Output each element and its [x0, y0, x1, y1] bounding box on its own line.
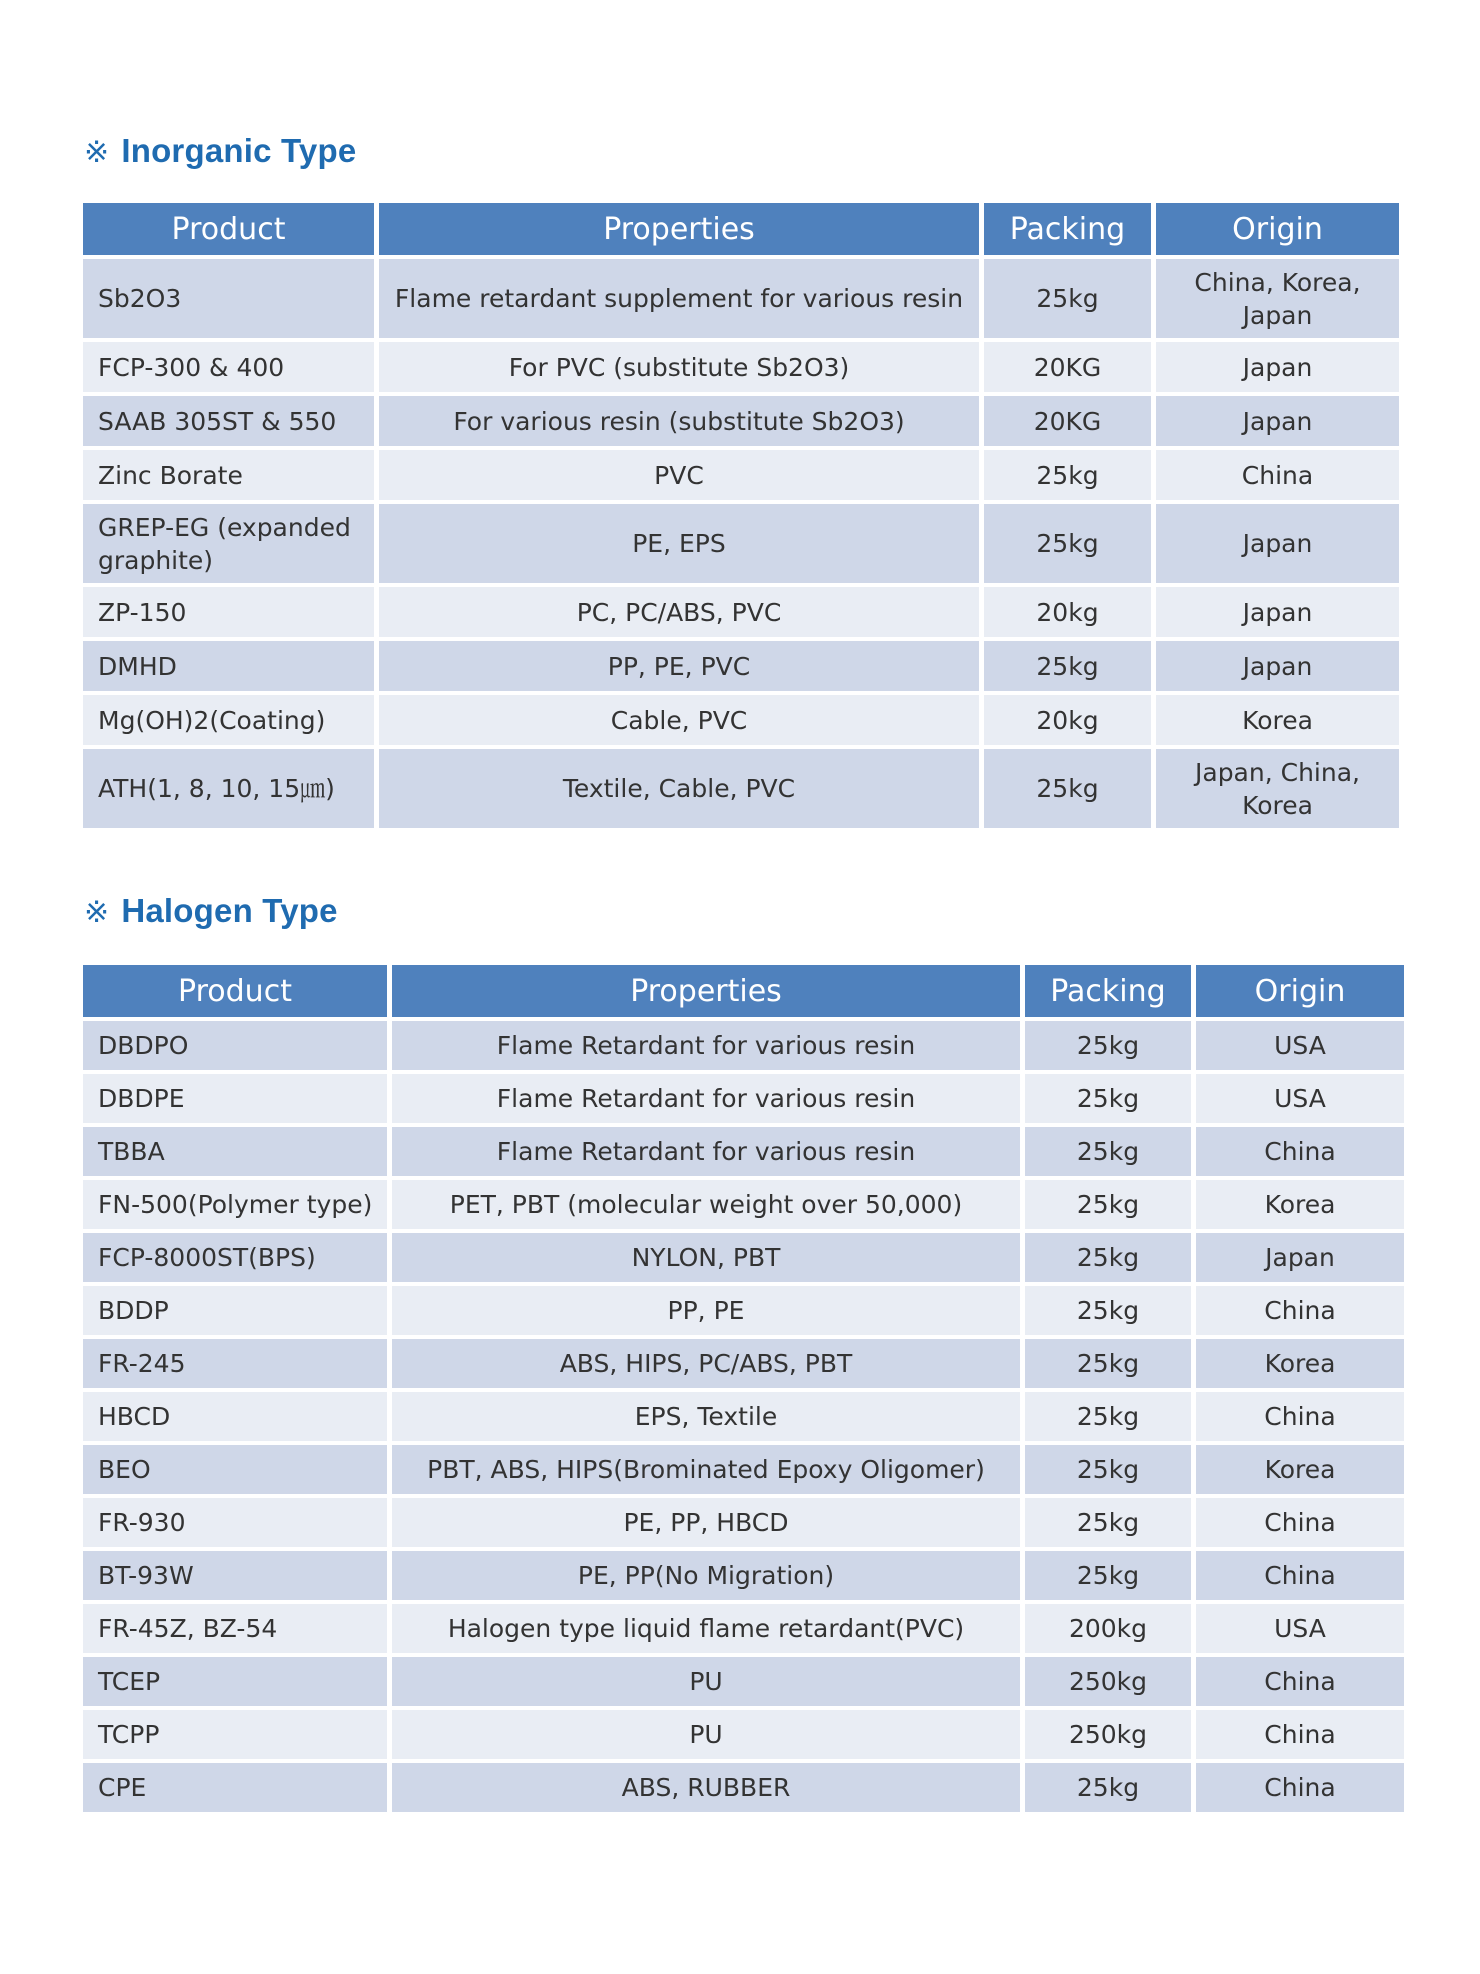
origin-cell: China: [1196, 1657, 1404, 1706]
packing-cell: 200kg: [1025, 1604, 1191, 1653]
table-row: [83, 1021, 1404, 1070]
halogen-title-text: Halogen Type: [121, 892, 338, 929]
properties-cell: PVC: [379, 450, 979, 500]
packing-cell: 25kg: [984, 504, 1151, 583]
origin-cell: USA: [1196, 1021, 1404, 1070]
halogen-table: [78, 961, 1409, 1816]
col-header-product: Product: [83, 203, 374, 255]
product-cell: CPE: [83, 1763, 387, 1812]
properties-cell: ABS, HIPS, PC/ABS, PBT: [392, 1339, 1020, 1388]
properties-cell: Flame Retardant for various resin: [392, 1021, 1020, 1070]
properties-cell: PU: [392, 1657, 1020, 1706]
origin-cell: Japan: [1156, 504, 1399, 583]
product-cell: Sb2O3: [83, 259, 374, 338]
packing-cell: 25kg: [1025, 1233, 1191, 1282]
product-cell: BDDP: [83, 1286, 387, 1335]
product-cell: HBCD: [83, 1392, 387, 1441]
properties-cell: PBT, ABS, HIPS(Brominated Epoxy Oligomer): [392, 1445, 1020, 1494]
origin-cell: China, Korea, Japan: [1156, 259, 1399, 338]
packing-cell: 25kg: [1025, 1392, 1191, 1441]
origin-cell: USA: [1196, 1074, 1404, 1123]
product-cell: DBDPO: [83, 1021, 387, 1070]
properties-cell: Flame Retardant for various resin: [392, 1127, 1020, 1176]
origin-cell: Japan: [1156, 342, 1399, 392]
table-row: [83, 1763, 1404, 1812]
origin-cell: Korea: [1196, 1339, 1404, 1388]
origin-cell: Korea: [1196, 1180, 1404, 1229]
table-row: [83, 1604, 1404, 1653]
table-row: [83, 1074, 1404, 1123]
origin-cell: Japan: [1196, 1233, 1404, 1282]
product-cell: TBBA: [83, 1127, 387, 1176]
properties-cell: NYLON, PBT: [392, 1233, 1020, 1282]
product-cell: Mg(OH)2(Coating): [83, 695, 374, 745]
table-row: [83, 1339, 1404, 1388]
packing-cell: 20kg: [984, 695, 1151, 745]
origin-cell: China: [1196, 1392, 1404, 1441]
product-cell: FCP-8000ST(BPS): [83, 1233, 387, 1282]
packing-cell: 25kg: [1025, 1180, 1191, 1229]
properties-cell: For various resin (substitute Sb2O3): [379, 396, 979, 446]
col-header-properties: Properties: [379, 203, 979, 255]
packing-cell: 250kg: [1025, 1657, 1191, 1706]
packing-cell: 25kg: [984, 749, 1151, 828]
halogen-section-title: [84, 892, 338, 930]
packing-cell: 25kg: [984, 641, 1151, 691]
product-cell: GREP-EG (expanded graphite): [83, 504, 374, 583]
origin-cell: China: [1196, 1286, 1404, 1335]
product-cell: ZP-150: [83, 587, 374, 637]
product-cell: BEO: [83, 1445, 387, 1494]
packing-cell: 25kg: [1025, 1021, 1191, 1070]
product-cell: FR-930: [83, 1498, 387, 1547]
table-row: [83, 1710, 1404, 1759]
packing-cell: 20KG: [984, 342, 1151, 392]
properties-cell: PET, PBT (molecular weight over 50,000): [392, 1180, 1020, 1229]
origin-cell: Japan: [1156, 396, 1399, 446]
table-row: [83, 1392, 1404, 1441]
packing-cell: 25kg: [1025, 1286, 1191, 1335]
col-header-origin: Origin: [1156, 203, 1399, 255]
table-header-row: [83, 965, 1404, 1017]
table-row: [83, 1127, 1404, 1176]
product-cell: TCPP: [83, 1710, 387, 1759]
product-cell: Zinc Borate: [83, 450, 374, 500]
origin-cell: Japan: [1156, 641, 1399, 691]
packing-cell: 25kg: [984, 450, 1151, 500]
origin-cell: China: [1196, 1763, 1404, 1812]
properties-cell: PE, PP, HBCD: [392, 1498, 1020, 1547]
origin-cell: China: [1196, 1127, 1404, 1176]
table-row: [83, 1286, 1404, 1335]
properties-cell: PU: [392, 1710, 1020, 1759]
product-cell: FR-45Z, BZ-54: [83, 1604, 387, 1653]
inorganic-title-text: Inorganic Type: [121, 132, 357, 169]
properties-cell: Textile, Cable, PVC: [379, 749, 979, 828]
col-header-packing: Packing: [1025, 965, 1191, 1017]
product-cell: SAAB 305ST & 550: [83, 396, 374, 446]
properties-cell: Flame retardant supplement for various resin: [379, 259, 979, 338]
properties-cell: PC, PC/ABS, PVC: [379, 587, 979, 637]
packing-cell: 25kg: [1025, 1339, 1191, 1388]
origin-cell: Japan, China, Korea: [1156, 749, 1399, 828]
origin-cell: China: [1196, 1498, 1404, 1547]
packing-cell: 20kg: [984, 587, 1151, 637]
table-row: [83, 259, 1399, 338]
product-cell: FN-500(Polymer type): [83, 1180, 387, 1229]
product-cell: ATH(1, 8, 10, 15㎛): [83, 749, 374, 828]
table-row: [83, 695, 1399, 745]
table-row: [83, 396, 1399, 446]
col-header-product: Product: [83, 965, 387, 1017]
table-row: [83, 1445, 1404, 1494]
table-header-row: [83, 203, 1399, 255]
packing-cell: 25kg: [1025, 1551, 1191, 1600]
properties-cell: EPS, Textile: [392, 1392, 1020, 1441]
properties-cell: ABS, RUBBER: [392, 1763, 1020, 1812]
table-row: [83, 641, 1399, 691]
origin-cell: Korea: [1156, 695, 1399, 745]
table-row: [83, 1657, 1404, 1706]
inorganic-section-title: [84, 132, 356, 170]
packing-cell: 25kg: [1025, 1074, 1191, 1123]
product-cell: DBDPE: [83, 1074, 387, 1123]
reference-mark: ※: [84, 136, 110, 169]
table-row: [83, 450, 1399, 500]
packing-cell: 25kg: [984, 259, 1151, 338]
origin-cell: Japan: [1156, 587, 1399, 637]
table-row: [83, 342, 1399, 392]
product-cell: DMHD: [83, 641, 374, 691]
packing-cell: 25kg: [1025, 1763, 1191, 1812]
properties-cell: PE, EPS: [379, 504, 979, 583]
table-row: [83, 1180, 1404, 1229]
properties-cell: PP, PE: [392, 1286, 1020, 1335]
inorganic-table: [78, 199, 1404, 832]
origin-cell: Korea: [1196, 1445, 1404, 1494]
table-row: [83, 504, 1399, 583]
product-cell: FR-245: [83, 1339, 387, 1388]
col-header-packing: Packing: [984, 203, 1151, 255]
product-cell: TCEP: [83, 1657, 387, 1706]
table-row: [83, 749, 1399, 828]
product-cell: FCP-300 & 400: [83, 342, 374, 392]
table-row: [83, 587, 1399, 637]
origin-cell: China: [1156, 450, 1399, 500]
origin-cell: China: [1196, 1551, 1404, 1600]
reference-mark: ※: [84, 896, 110, 929]
properties-cell: Halogen type liquid flame retardant(PVC): [392, 1604, 1020, 1653]
table-row: [83, 1551, 1404, 1600]
packing-cell: 20KG: [984, 396, 1151, 446]
table-row: [83, 1233, 1404, 1282]
origin-cell: USA: [1196, 1604, 1404, 1653]
packing-cell: 250kg: [1025, 1710, 1191, 1759]
properties-cell: PP, PE, PVC: [379, 641, 979, 691]
properties-cell: PE, PP(No Migration): [392, 1551, 1020, 1600]
col-header-properties: Properties: [392, 965, 1020, 1017]
packing-cell: 25kg: [1025, 1445, 1191, 1494]
origin-cell: China: [1196, 1710, 1404, 1759]
product-cell: BT-93W: [83, 1551, 387, 1600]
table-row: [83, 1498, 1404, 1547]
properties-cell: Flame Retardant for various resin: [392, 1074, 1020, 1123]
col-header-origin: Origin: [1196, 965, 1404, 1017]
packing-cell: 25kg: [1025, 1498, 1191, 1547]
packing-cell: 25kg: [1025, 1127, 1191, 1176]
properties-cell: Cable, PVC: [379, 695, 979, 745]
properties-cell: For PVC (substitute Sb2O3): [379, 342, 979, 392]
